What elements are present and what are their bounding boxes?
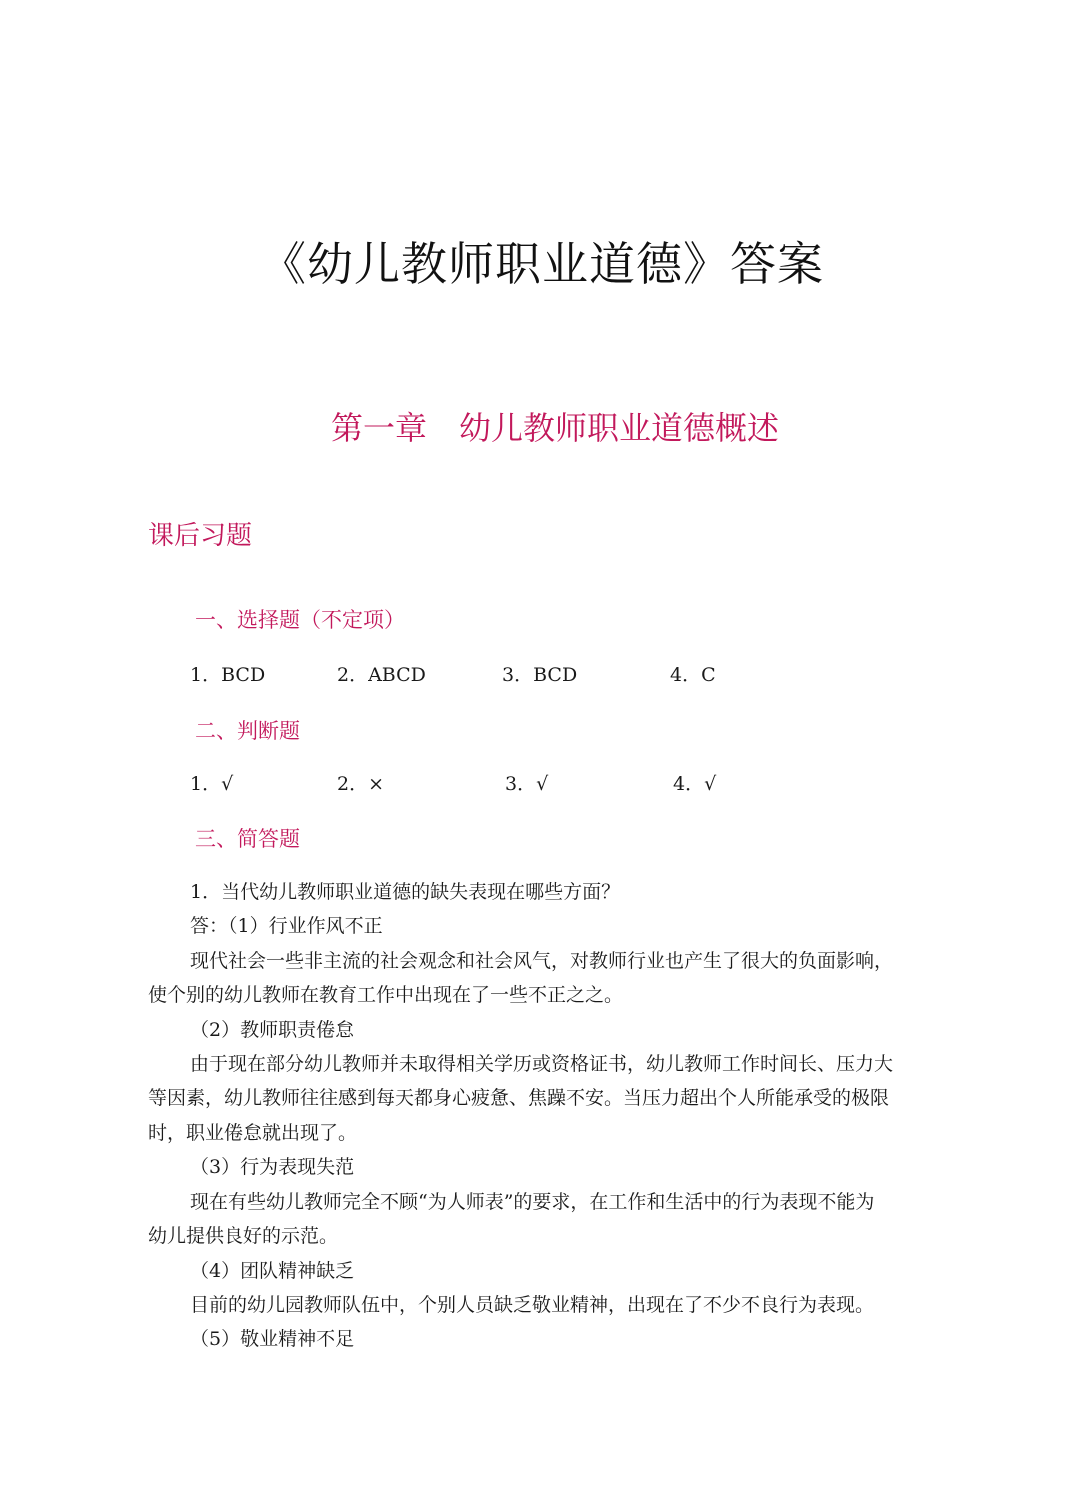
answer-item: 2．ABCD	[337, 664, 426, 686]
chapter-title: 第一章 幼儿教师职业道德概述	[330, 409, 779, 447]
answer-point: （3）行为表现失范	[190, 1156, 355, 1178]
paragraph-line: 使个别的幼儿教师在教育工作中出现在了一些不正之之。	[148, 984, 624, 1006]
answer-point: （4）团队精神缺乏	[190, 1260, 355, 1282]
answer-item: 1．√	[190, 773, 234, 795]
question-text: 1．当代幼儿教师职业道德的缺失表现在哪些方面？	[190, 881, 621, 903]
paragraph-line: 目前的幼儿园教师队伍中，个别人员缺乏敬业精神，出现在了不少不良行为表现。	[190, 1294, 875, 1316]
paragraph-line: 幼儿提供良好的示范。	[148, 1225, 339, 1247]
answer-intro: 答：（1）行业作风不正	[190, 915, 383, 937]
answer-point: （2）教师职责倦怠	[190, 1019, 355, 1041]
paragraph-line: 现代社会一些非主流的社会观念和社会风气，对教师行业也产生了很大的负面影响，	[190, 950, 894, 972]
answer-item: 1．BCD	[190, 664, 266, 686]
answer-point: （5）敬业精神不足	[190, 1328, 355, 1350]
section-title: 课后习题	[148, 521, 253, 551]
answer-item: 4．C	[670, 664, 716, 686]
answer-item: 3．BCD	[502, 664, 578, 686]
multiple-choice-answers	[0, 660, 1084, 690]
multiple-choice-heading: 一、选择题（不定项）	[195, 608, 405, 632]
short-answer-heading: 三、简答题	[195, 827, 300, 851]
paragraph-line: 现在有些幼儿教师完全不顾“为人师表”的要求，在工作和生活中的行为表现不能为	[190, 1191, 875, 1213]
answer-item: 2．×	[337, 773, 385, 795]
paragraph-line: 由于现在部分幼儿教师并未取得相关学历或资格证书，幼儿教师工作时间长、压力大	[190, 1053, 894, 1075]
answer-item: 4．√	[673, 773, 717, 795]
true-false-answers	[0, 769, 1084, 799]
document-title: 《幼儿教师职业道德》答案	[260, 237, 824, 291]
paragraph-line: 等因素，幼儿教师往往感到每天都身心疲惫、焦躁不安。当压力超出个人所能承受的极限	[148, 1087, 890, 1109]
answer-item: 3．√	[505, 773, 549, 795]
true-false-heading: 二、判断题	[195, 719, 300, 743]
paragraph-line: 时，职业倦怠就出现了。	[148, 1122, 358, 1144]
